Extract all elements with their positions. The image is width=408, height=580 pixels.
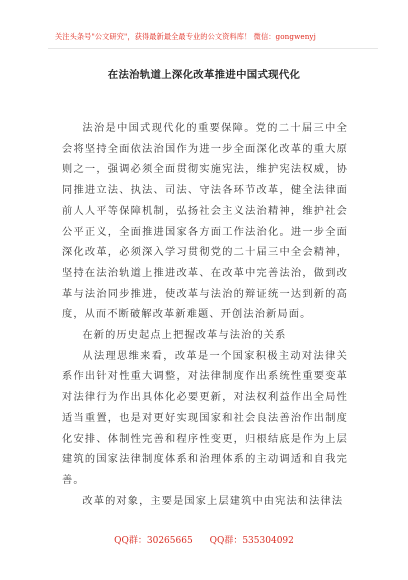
header-banner: 关注头条号"公文研究"，获得最新最全最专业的公文资料库！ 微信：gongwenyj	[55, 32, 316, 41]
document-body	[62, 119, 348, 512]
paragraph-legal-theory: 从法理思维来看，改革是一个国家积极主动对法律关系作出针对性重大调整，对法律制度作出系统性重要变革对法律行为作出具体化必要更新，对法权利益作出全局性适当重置，也是对更好实现国家和社会良法善治作出制度化安排、体制性完善和程序性变更，归根结底是作为上层建筑的国家法律制度体系和治理体系的主动调适和自我完善。	[62, 350, 348, 486]
paragraph-reform-object: 改革的对象，主要是国家上层建筑中由宪法和法律法	[82, 495, 344, 507]
header-divider	[48, 48, 378, 49]
footer-qq-group-2: QQ群：535304092	[209, 536, 294, 546]
footer-qq-group-1: QQ群：30265665	[114, 536, 193, 546]
paragraph-intro: 法治是中国式现代化的重要保障。党的二十届三中全会将坚持全面依法治国作为进一步全面深化改革的重大原则之一，强调必须全面贯彻实施宪法，维护宪法权威，协同推进立法、执法、司法、守法各环节改革，健全法律面前人人平等保障机制，弘扬社会主义法治精神，维护社会公平正义，全面推进国家各方面工作法治化。进一步全面深化改革，必须深入学习贯彻党的二十届三中全会精神，坚持在法治轨道上推进改革、在改革中完善法治，做到改革与法治同步推进，使改革与法治的辩证统一达到新的高度，从而不断破解改革新难题、开创法治新局面。	[62, 123, 348, 321]
document-title: 在法治轨道上深化改革推进中国式现代化	[107, 69, 301, 81]
footer-contact	[0, 535, 408, 547]
section-heading: 在新的历史起点上把握改革与法治的关系	[82, 330, 287, 342]
